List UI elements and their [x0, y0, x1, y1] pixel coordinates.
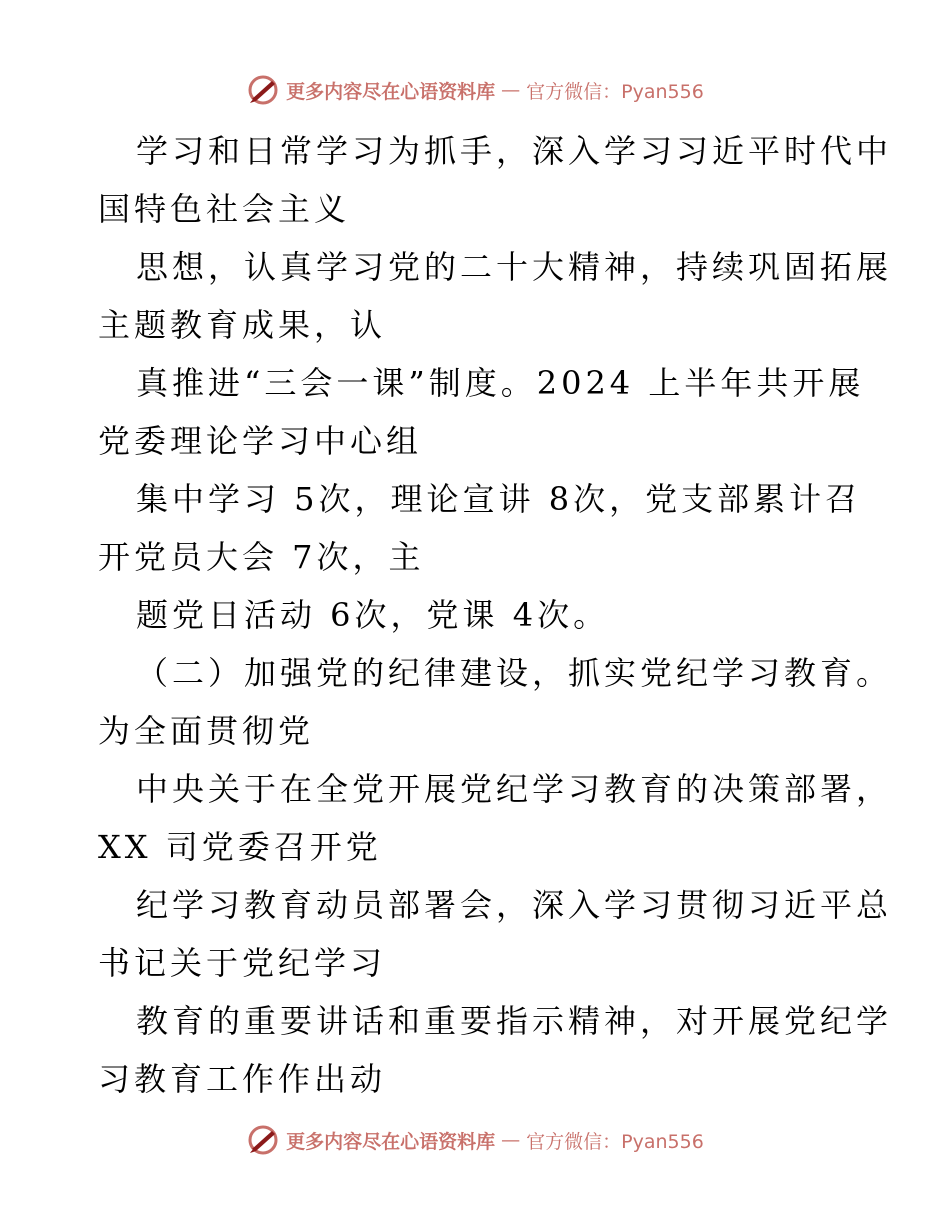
text-line: 纪学习教育动员部署会，深入学习贯彻习近平总 [136, 886, 893, 924]
text-line: XX 司党委召开党 [98, 828, 382, 866]
watermark-contact: 官方微信：Pyan556 [526, 1130, 704, 1153]
brush-logo-icon [246, 73, 280, 107]
watermark-brand: 更多内容尽在心语资料库 [286, 1130, 496, 1153]
text-line: 为全面贯彻党 [98, 712, 315, 750]
text-line: 集中学习 5次，理论宣讲 8次，党支部累计召 [136, 480, 862, 518]
text-line: 书记关于党纪学习 [98, 944, 387, 982]
watermark-contact: 官方微信：Pyan556 [526, 80, 704, 103]
text-line: 习教育工作作出动 [98, 1060, 387, 1098]
text-line: 思想，认真学习党的二十大精神，持续巩固拓展 [136, 248, 893, 286]
header-watermark [0, 70, 950, 110]
text-line: 国特色社会主义 [98, 190, 351, 228]
text-line: 党委理论学习中心组 [98, 422, 423, 460]
text-line: 题党日活动 6次，党课 4次。 [136, 596, 610, 634]
text-line: 开党员大会 7次，主 [98, 538, 425, 576]
text-line: 真推进“三会一课”制度。2024 上半年共开展 [136, 364, 865, 402]
text-line: 中央关于在全党开展党纪学习教育的决策部署， [136, 770, 893, 808]
watermark-dash: — [501, 79, 521, 101]
watermark-dash: — [501, 1129, 521, 1151]
footer-watermark [0, 1120, 950, 1160]
text-line: 学习和日常学习为抓手，深入学习习近平时代中 [136, 132, 893, 170]
brush-logo-icon [246, 1123, 280, 1157]
section-heading-line: （二）加强党的纪律建设，抓实党纪学习教育。 [136, 654, 893, 692]
text-line: 教育的重要讲话和重要指示精神，对开展党纪学 [136, 1002, 893, 1040]
watermark-brand: 更多内容尽在心语资料库 [286, 80, 496, 103]
text-line: 主题教育成果，认 [98, 306, 387, 344]
document-body [98, 122, 893, 1108]
